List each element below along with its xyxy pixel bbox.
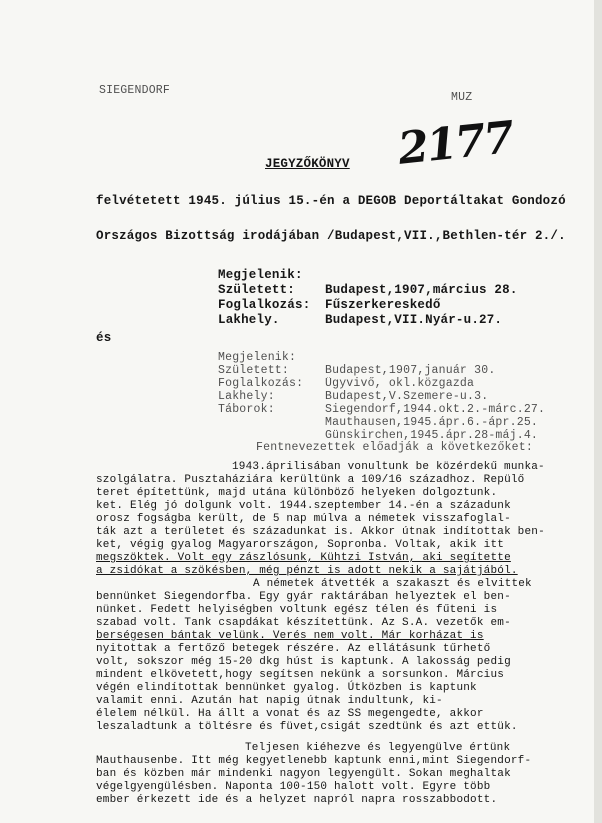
intro-line-2: Országos Bizottság irodájában /Budapest,VII.,Bethlen-tér 2./. xyxy=(96,229,566,243)
page-edge-shadow xyxy=(594,0,602,823)
p2-label-camps: Táborok: xyxy=(218,403,275,416)
body-line-22: Teljesen kiéhezve és legyengülve értünk xyxy=(245,742,511,754)
p1-value-born: Budapest,1907,március 28. xyxy=(325,283,518,297)
conjunction-and: és xyxy=(96,331,112,345)
body-line-11: bennünket Siegendorfba. Egy gyár raktárában helyeztek el ben- xyxy=(96,591,511,603)
body-line-3: teret építettünk, majd utána különböző helyeken dolgoztunk. xyxy=(96,487,498,499)
p2-label-born: Született: xyxy=(218,364,290,377)
body-line-19: valamit enni. Azután hat napig útnak indultunk, ki- xyxy=(96,695,443,707)
handwritten-number: 2177 xyxy=(395,112,515,175)
p1-label-residence: Lakhely. xyxy=(218,313,280,327)
p2-camp-3: Günskirchen,1945.ápr.28-máj.4. xyxy=(325,429,539,442)
body-line-12: nünket. Fedett helyiségben voltunk egész télen és fűteni is xyxy=(96,604,498,616)
p2-value-born: Budapest,1907,január 30. xyxy=(325,364,496,377)
code-header: MUZ xyxy=(451,91,473,104)
body-line-20: élelem nélkül. Ha állt a vonat és az SS megengedte, akkor xyxy=(96,708,484,720)
intro-line-1: felvétetett 1945. július 15.-én a DEGOB Deportáltakat Gondozó xyxy=(96,194,566,208)
p1-value-residence: Budapest,VII.Nyár-u.27. xyxy=(325,313,503,327)
body-line-8: megszöktek. Volt egy zászlósunk, Kühtzi István, aki segítette xyxy=(96,552,511,564)
body-line-17: mindent elkövetett,hogy segítsen nekünk a sorsunkon. Március xyxy=(96,669,505,681)
body-line-15: nyitottak a fertőző betegek részére. Az ellátásunk tűrhető xyxy=(96,643,491,655)
p2-value-occupation: Ügyvivő, okl.közgazda xyxy=(325,377,475,390)
body-line-5: orosz fogságba került, de 5 nap múlva a németek visszafoglal- xyxy=(96,513,511,525)
p1-value-occupation: Fűszerkereskedő xyxy=(325,298,441,312)
body-line-24: ban és közben már mindenki nagyon legyengült. Sokan meghaltak xyxy=(96,768,511,780)
body-line-13: szabad volt. Tank csapdákat készítettünk. Az S.A. vezetők em- xyxy=(96,617,511,629)
body-line-9: a zsidókat a szökésben, még pénzt is adott nekik a sajátjából. xyxy=(96,565,518,577)
body-line-1: 1943.áprilisában vonultunk be közérdekű munka- xyxy=(232,461,545,473)
body-line-21: leszaladtunk a töltésre és füvet,csigát szedtünk és azt ettük. xyxy=(96,721,518,733)
body-line-26: ember érkezett ide és a helyzet napról napra rosszabbodott. xyxy=(96,794,498,806)
body-line-23: Mauthausenbe. Itt még kegyetlenebb kaptunk enni,mint Siegendorf- xyxy=(96,755,532,767)
body-line-18: végén elindítottak bennünket gyalog. Útközben is kaptunk xyxy=(96,682,477,694)
p2-value-camps: Siegendorf,1944.okt.2.-márc.27. xyxy=(325,403,546,416)
body-line-14: berségesen bántak velünk. Verés nem volt. Már korházat is xyxy=(96,630,484,642)
body-line-7: ket, végig gyalog Magyarországon, Sopronba. Voltak, akik itt xyxy=(96,539,505,551)
p2-value-residence: Budapest,V.Szemere-u.3. xyxy=(325,390,489,403)
p2-label-residence: Lakhely: xyxy=(218,390,275,403)
p1-label-born: Született: xyxy=(218,283,296,297)
p2-label-appears: Megjelenik: xyxy=(218,351,297,364)
statement-intro: Fentnevezettek előadják a következőket: xyxy=(256,441,533,454)
location-header: SIEGENDORF xyxy=(99,84,171,97)
body-line-2: szolgálatra. Pusztaháziára kerültünk a 109/16 századhoz. Repülő xyxy=(96,474,525,486)
body-line-16: volt, sokszor még 15-20 dkg húst is kaptunk. A lakosság pedig xyxy=(96,656,511,668)
p2-label-occupation: Foglalkozás: xyxy=(218,377,304,390)
body-line-4: ket. Elég jó dolgunk volt. 1944.szeptember 14.-én a századunk xyxy=(96,500,511,512)
p2-camp-2: Mauthausen,1945.ápr.6.-ápr.25. xyxy=(325,416,539,429)
p1-label-appears: Megjelenik: xyxy=(218,268,303,282)
body-line-25: végelgyengülésben. Naponta 100-150 halott volt. Egyre több xyxy=(96,781,491,793)
document-title: JEGYZŐKÖNYV xyxy=(265,157,350,171)
p1-label-occupation: Foglalkozás: xyxy=(218,298,311,312)
body-line-6: ták azt a területet és századunkat is. Akkor útnak indítottak ben- xyxy=(96,526,545,538)
body-line-10: A németek átvették a szakaszt és elvittek xyxy=(253,578,532,590)
